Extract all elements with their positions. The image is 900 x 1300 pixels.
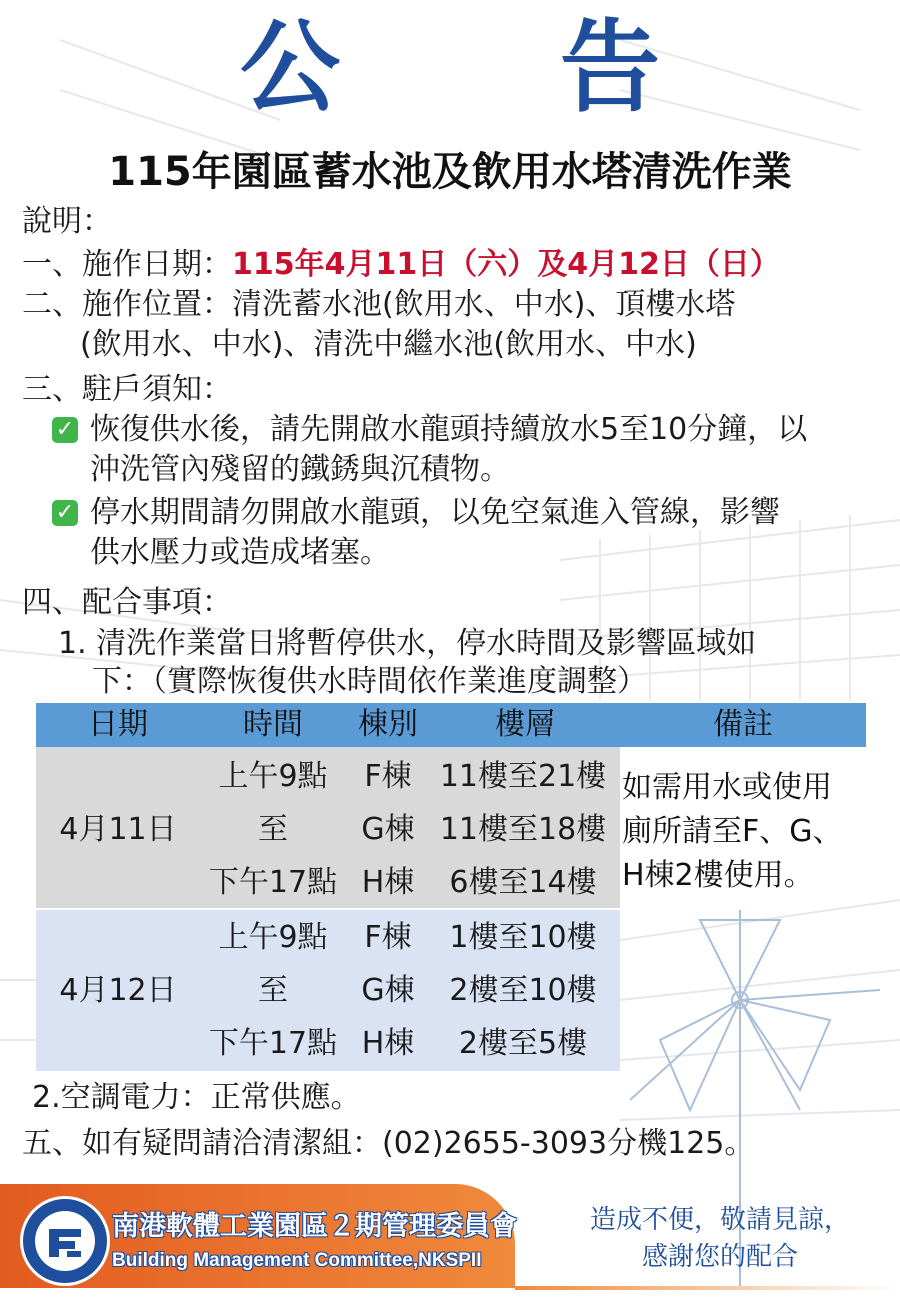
- table-row: F棟: [364, 759, 412, 794]
- table-row: H棟: [361, 1026, 415, 1061]
- work-location-line-1: 二、施作位置：清洗蓄水池(飲用水、中水)、頂樓水塔: [22, 287, 736, 322]
- table-row: 6樓至14樓: [449, 865, 597, 900]
- check-icon: ✓: [52, 417, 78, 443]
- table-header-time: 時間: [200, 703, 346, 747]
- day1-time-start: 上午9點: [218, 759, 328, 794]
- closing-line-1: 造成不便，敬請見諒，: [589, 1205, 850, 1235]
- organization-name-cn: 南港軟體工業園區２期管理委員會: [112, 1211, 517, 1242]
- table-header-remark: 備註: [620, 703, 866, 747]
- day1-time-to: 至: [258, 812, 288, 847]
- day2-time-to: 至: [258, 973, 288, 1008]
- day2-time-end: 下午17點: [208, 1026, 338, 1061]
- table-row: 11樓至18樓: [439, 812, 607, 847]
- day2-time-start: 上午9點: [218, 920, 328, 955]
- table-remark: [622, 766, 872, 898]
- table-row: G棟: [361, 812, 415, 847]
- tenant-note-2-line-1: 停水期間請勿開啟水龍頭，以免空氣進入管線，影響: [90, 495, 780, 530]
- remark-line: 如需用水或使用: [622, 770, 832, 805]
- table-row: 2樓至10樓: [449, 973, 597, 1008]
- tenant-note-1-line-1: 恢復供水後，請先開啟水龍頭持續放水5至10分鐘，以: [90, 412, 808, 447]
- tenant-note-1-line-2: 沖洗管內殘留的鐵銹與沉積物。: [90, 452, 510, 487]
- page-title: 115年園區蓄水池及飲用水塔清洗作業: [108, 149, 792, 195]
- table-header-date: 日期: [36, 703, 200, 747]
- tenant-notice-label: 三、駐戶須知：: [22, 372, 232, 407]
- day1-time-end: 下午17點: [208, 865, 338, 900]
- notice-heading: 公 告: [240, 9, 720, 126]
- organization-name-en: Building Management Committee,NKSPII: [112, 1250, 482, 1271]
- description-label: 說明：: [22, 204, 112, 239]
- remark-line: 廁所請至F、G、: [622, 814, 843, 849]
- park-logo-icon: [20, 1196, 110, 1286]
- cooperation-1-line-1: 1. 清洗作業當日將暫停供水，停水時間及影響區域如: [58, 626, 757, 661]
- closing-line-2: 感謝您的配合: [641, 1242, 798, 1272]
- tenant-note-2-line-2: 供水壓力或造成堵塞。: [90, 535, 390, 570]
- work-date-label: 一、施作日期：: [22, 247, 232, 282]
- table-row: 2樓至5樓: [458, 1026, 588, 1061]
- table-row: H棟: [361, 865, 415, 900]
- cooperation-2-line: 2.空調電力：正常供應。: [32, 1080, 361, 1115]
- day2-date: 4月12日: [59, 973, 177, 1008]
- work-date-line: [22, 245, 780, 285]
- remark-line: H棟2樓使用。: [622, 858, 814, 893]
- cooperation-1-line-2: 下：（實際恢復供水時間依作業進度調整）: [92, 664, 647, 699]
- footer-accent-line: [515, 1286, 900, 1290]
- day1-date: 4月11日: [59, 812, 177, 847]
- table-row: F棟: [364, 920, 412, 955]
- contact-line: 五、如有疑問請洽清潔組：(02)2655-3093分機125。: [22, 1126, 755, 1161]
- table-row: G棟: [361, 973, 415, 1008]
- work-location-line-2: (飲用水、中水)、清洗中繼水池(飲用水、中水): [80, 327, 697, 362]
- table-header-floor: 樓層: [430, 703, 620, 747]
- cooperation-label: 四、配合事項：: [22, 585, 232, 620]
- work-date-value: 115年4月11日（六）及4月12日（日）: [232, 247, 780, 282]
- table-header-building: 棟別: [346, 703, 430, 747]
- check-icon: ✓: [52, 500, 78, 526]
- table-row: 11樓至21樓: [439, 759, 607, 794]
- table-divider: [36, 908, 620, 910]
- table-row: 1樓至10樓: [449, 920, 597, 955]
